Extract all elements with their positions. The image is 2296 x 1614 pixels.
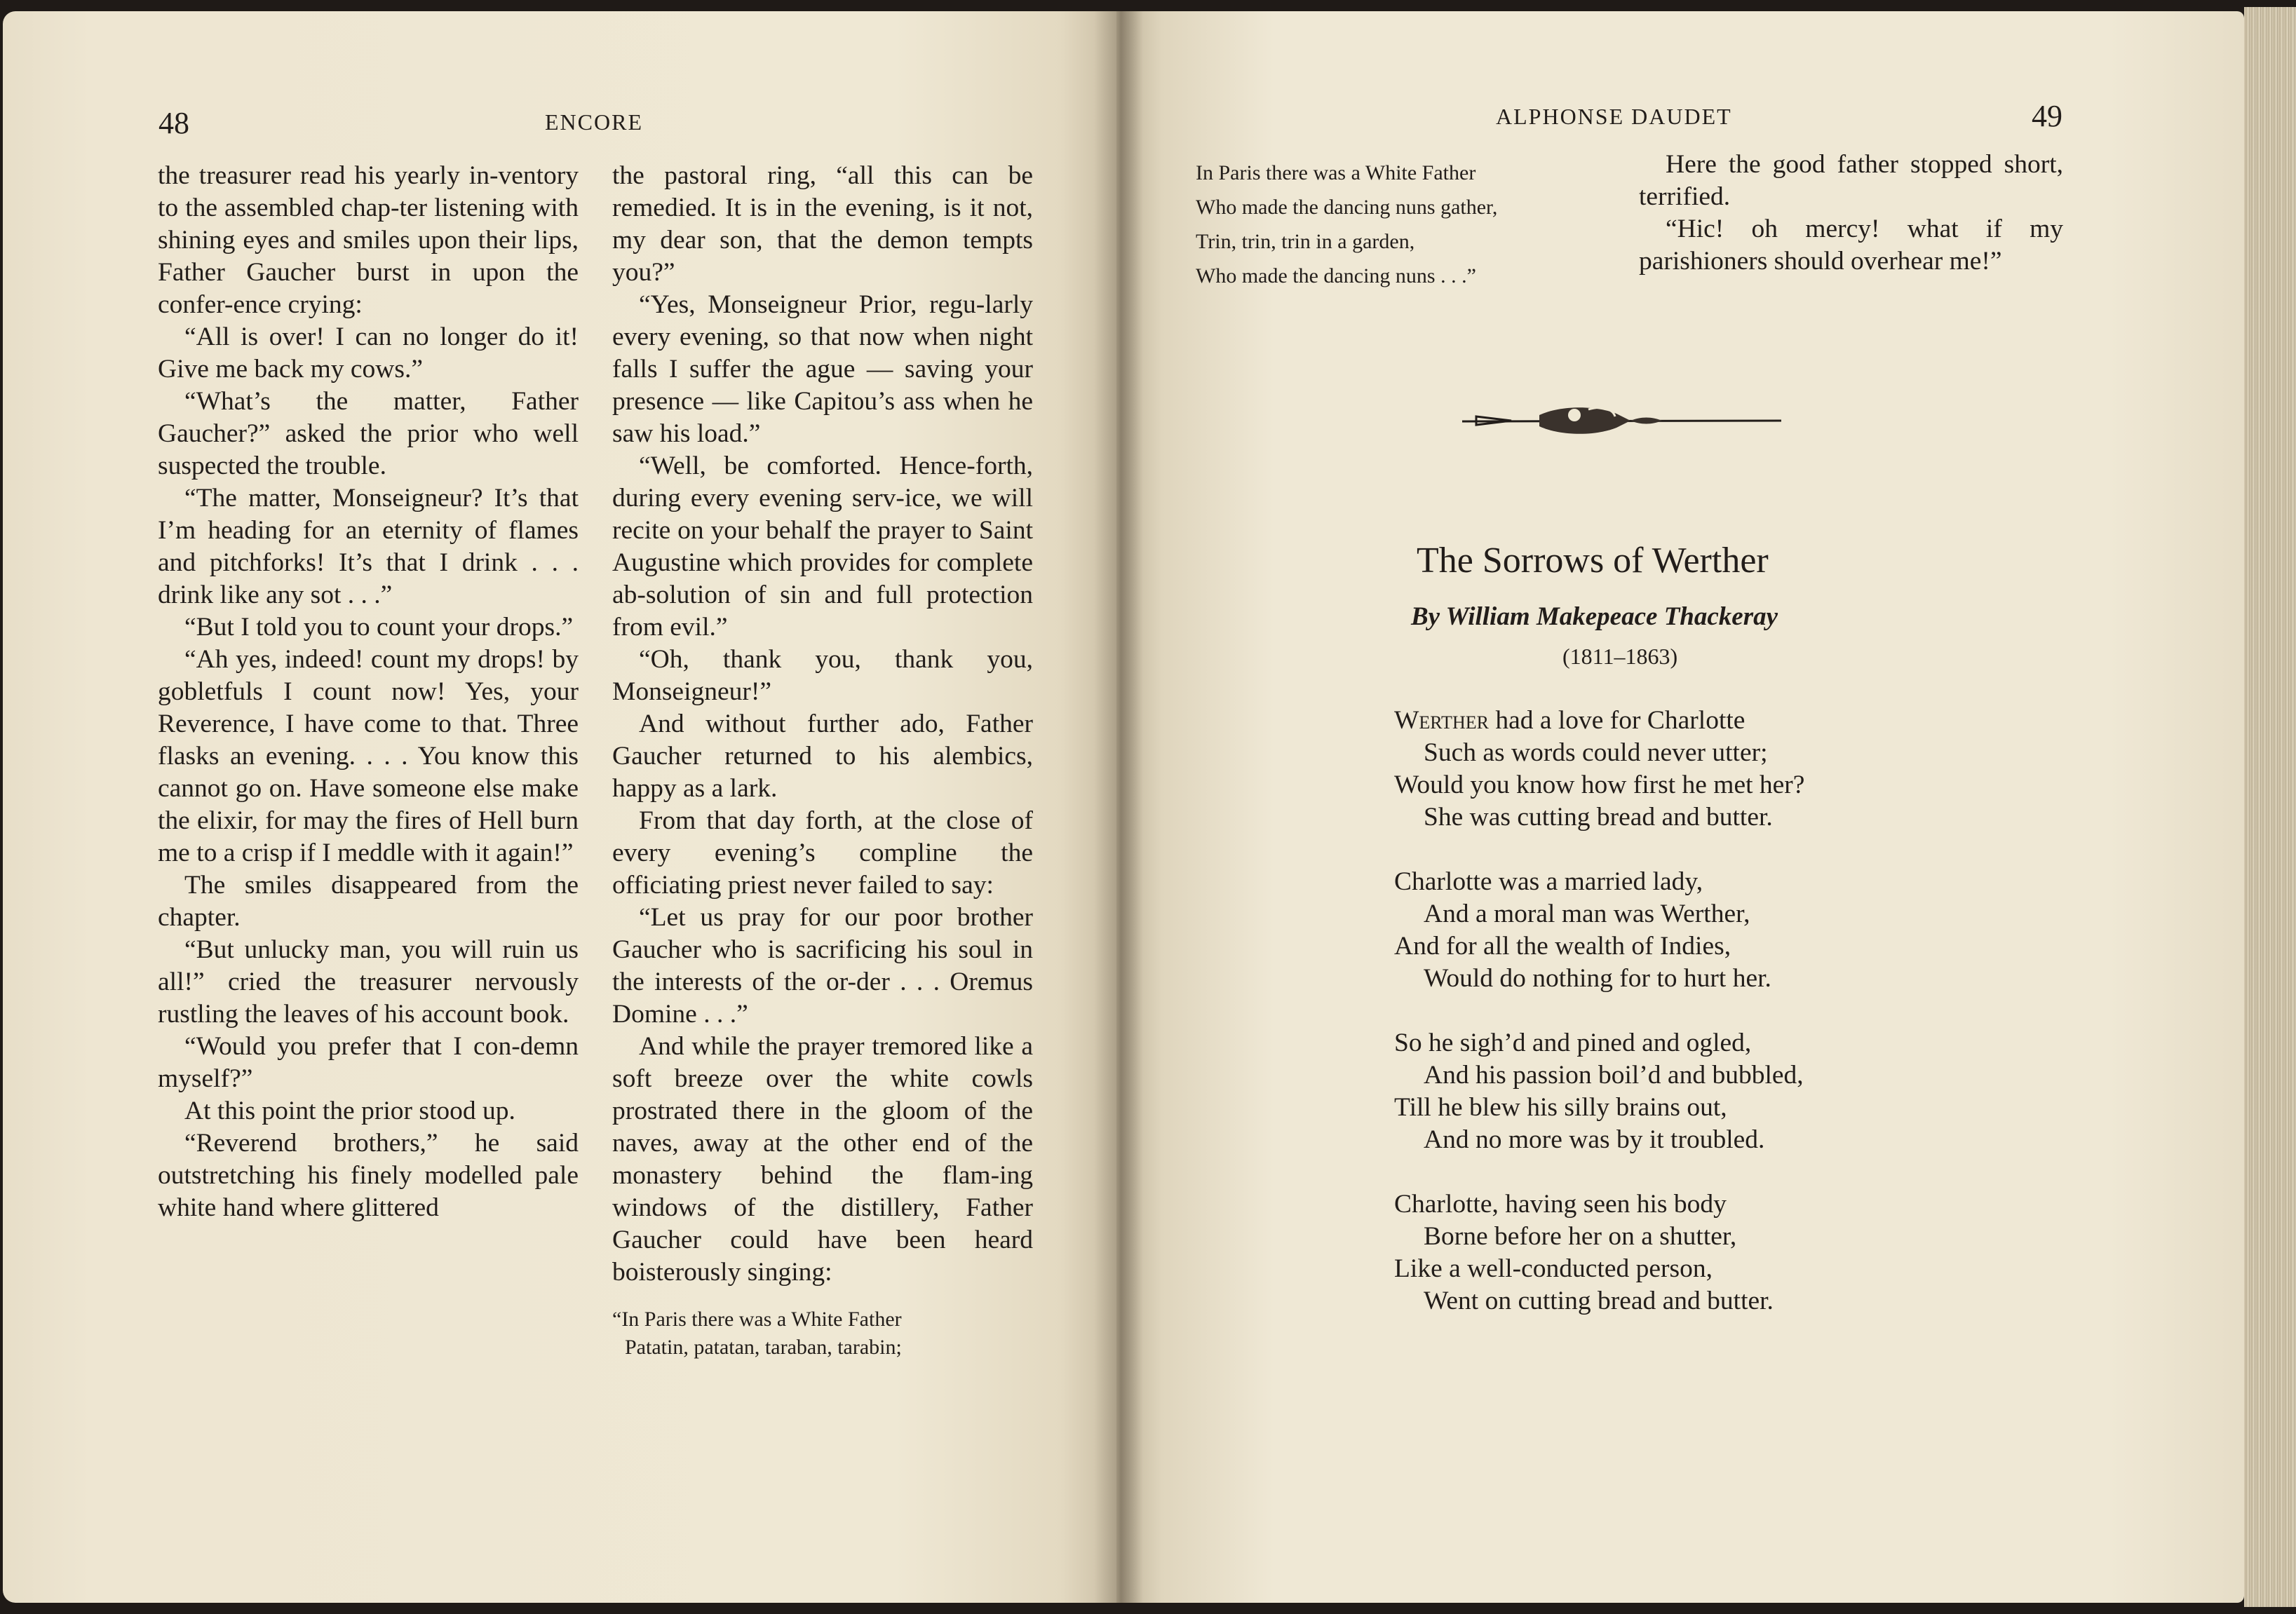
poem-line: Went on cutting bread and butter.	[1424, 1287, 1774, 1315]
poem-byline: By William Makepeace Thackeray	[1411, 602, 1778, 631]
poem	[1394, 705, 1927, 1350]
stanza	[1394, 866, 1927, 995]
poem-line: And a moral man was Werther,	[1424, 900, 1750, 928]
verse-line: Who made the dancing nuns gather,	[1196, 196, 1498, 219]
left-folio: 48	[158, 106, 189, 140]
pen-ornament-icon	[1462, 400, 1781, 442]
right-running-head: ALPHONSE DAUDET	[1496, 104, 1732, 129]
verse-line: “In Paris there was a White Father	[612, 1308, 902, 1331]
paragraph: “What’s the matter, Father Gaucher?” asked the prior who well suspected the trouble.	[158, 387, 579, 480]
left-column-1	[158, 160, 579, 1224]
song-verse	[612, 1306, 1033, 1362]
stanza	[1394, 1188, 1927, 1317]
poem-line: Like a well-conducted person,	[1394, 1254, 1713, 1283]
paragraph: “Hic! oh mercy! what if my parishioners should overhear me!”	[1639, 215, 2063, 276]
paragraph: the treasurer read his yearly in-ventory to the assembled chap-ter listening with shining eyes and smiles upon their lips, Father Gaucher burst in upon the confer-ence crying:	[158, 161, 579, 319]
poem-line: And for all the wealth of Indies,	[1394, 932, 1731, 961]
right-verse	[1196, 156, 1616, 293]
stanza	[1394, 1027, 1927, 1156]
paragraph: At this point the prior stood up.	[184, 1097, 515, 1125]
poem-line: Such as words could never utter;	[1424, 738, 1768, 767]
page-edges	[2244, 7, 2296, 1607]
poem-line: Till he blew his silly brains out,	[1394, 1093, 1727, 1122]
poem-line: And his passion boil’d and bubbled,	[1424, 1061, 1804, 1090]
stanza	[1394, 705, 1927, 834]
author-dates: (1811–1863)	[1562, 644, 1678, 669]
right-column-2	[1639, 149, 2063, 278]
poem-line: Charlotte was a married lady,	[1394, 867, 1703, 896]
paragraph: And without further ado, Father Gaucher returned to his alembics, happy as a lark.	[612, 710, 1033, 803]
left-running-head: ENCORE	[545, 109, 643, 135]
paragraph: “Ah yes, indeed! count my drops! by gobletfuls I count now! Yes, your Reverence, I have come to that. Three flasks an evening. . . . You know this cannot go on. Have someone else make the elixir, for may the fires of Hell burn me to a crisp if I meddle with it again!”	[158, 645, 579, 867]
paragraph: “Oh, thank you, thank you, Monseigneur!”	[612, 645, 1033, 706]
poem-line: She was cutting bread and butter.	[1424, 803, 1773, 832]
verse-line: Trin, trin, trin in a garden,	[1196, 230, 1415, 253]
paragraph: “But I told you to count your drops.”	[184, 613, 574, 642]
poem-line: Werther had a love for Charlotte	[1394, 706, 1745, 735]
paragraph: “Would you prefer that I con-demn myself?”	[158, 1032, 579, 1093]
poem-line: So he sigh’d and pined and ogled,	[1394, 1029, 1752, 1057]
poem-line: Would you know how first he met her?	[1394, 771, 1805, 799]
poem-line: Borne before her on a shutter,	[1424, 1222, 1737, 1251]
paragraph: The smiles disappeared from the chapter.	[158, 871, 579, 932]
right-folio: 49	[2032, 99, 2062, 133]
paragraph: “Well, be comforted. Hence-forth, during every evening serv-ice, we will recite on your behalf the prayer to Saint Augustine which provides for complete ab-solution of sin and full protection from evil.”	[612, 452, 1033, 642]
paragraph: “Yes, Monseigneur Prior, regu-larly every evening, so that now when night falls I suffer the ague — saving your presence — like Capitou’s ass when he saw his load.”	[612, 290, 1033, 448]
gutter	[1094, 11, 1143, 1603]
paragraph: “The matter, Monseigneur? It’s that I’m heading for an eternity of flames and pitchforks! It’s that I drink . . . drink like any sot . . .”	[158, 484, 579, 609]
paragraph: “Let us pray for our poor brother Gaucher who is sacrificing his soul in the interests of the or-der . . . Oremus Domine . . .”	[612, 903, 1033, 1029]
poem-line: Would do nothing for to hurt her.	[1424, 964, 1771, 993]
paragraph: “Reverend brothers,” he said outstretching his finely modelled pale white hand where glittered	[158, 1129, 579, 1222]
paragraph: “All is over! I can no longer do it! Give me back my cows.”	[158, 323, 579, 384]
paragraph: From that day forth, at the close of every evening’s compline the officiating priest never failed to say:	[612, 806, 1033, 900]
paragraph: the pastoral ring, “all this can be remedied. It is in the evening, is it not, my dear son, that the demon tempts you?”	[612, 161, 1033, 287]
verse-line: In Paris there was a White Father	[1196, 161, 1476, 184]
poem-line: Charlotte, having seen his body	[1394, 1190, 1727, 1219]
poem-line: And no more was by it troubled.	[1424, 1125, 1765, 1154]
paragraph: And while the prayer tremored like a soft breeze over the white cowls prostrated there in the gloom of the naves, away at the other end of the monastery behind the flam-ing windows of the distillery, Father Gaucher could have been heard boisterously singing:	[612, 1032, 1033, 1287]
paragraph: “But unlucky man, you will ruin us all!” cried the treasurer nervously rustling the leaves of his account book.	[158, 935, 579, 1029]
paragraph: Here the good father stopped short, terrified.	[1639, 150, 2063, 211]
verse-line: Who made the dancing nuns . . .”	[1196, 264, 1476, 287]
poem-title: The Sorrows of Werther	[1417, 541, 1769, 581]
left-column-2	[612, 160, 1033, 1362]
verse-line: Patatin, patatan, taraban, tarabin;	[625, 1336, 902, 1359]
